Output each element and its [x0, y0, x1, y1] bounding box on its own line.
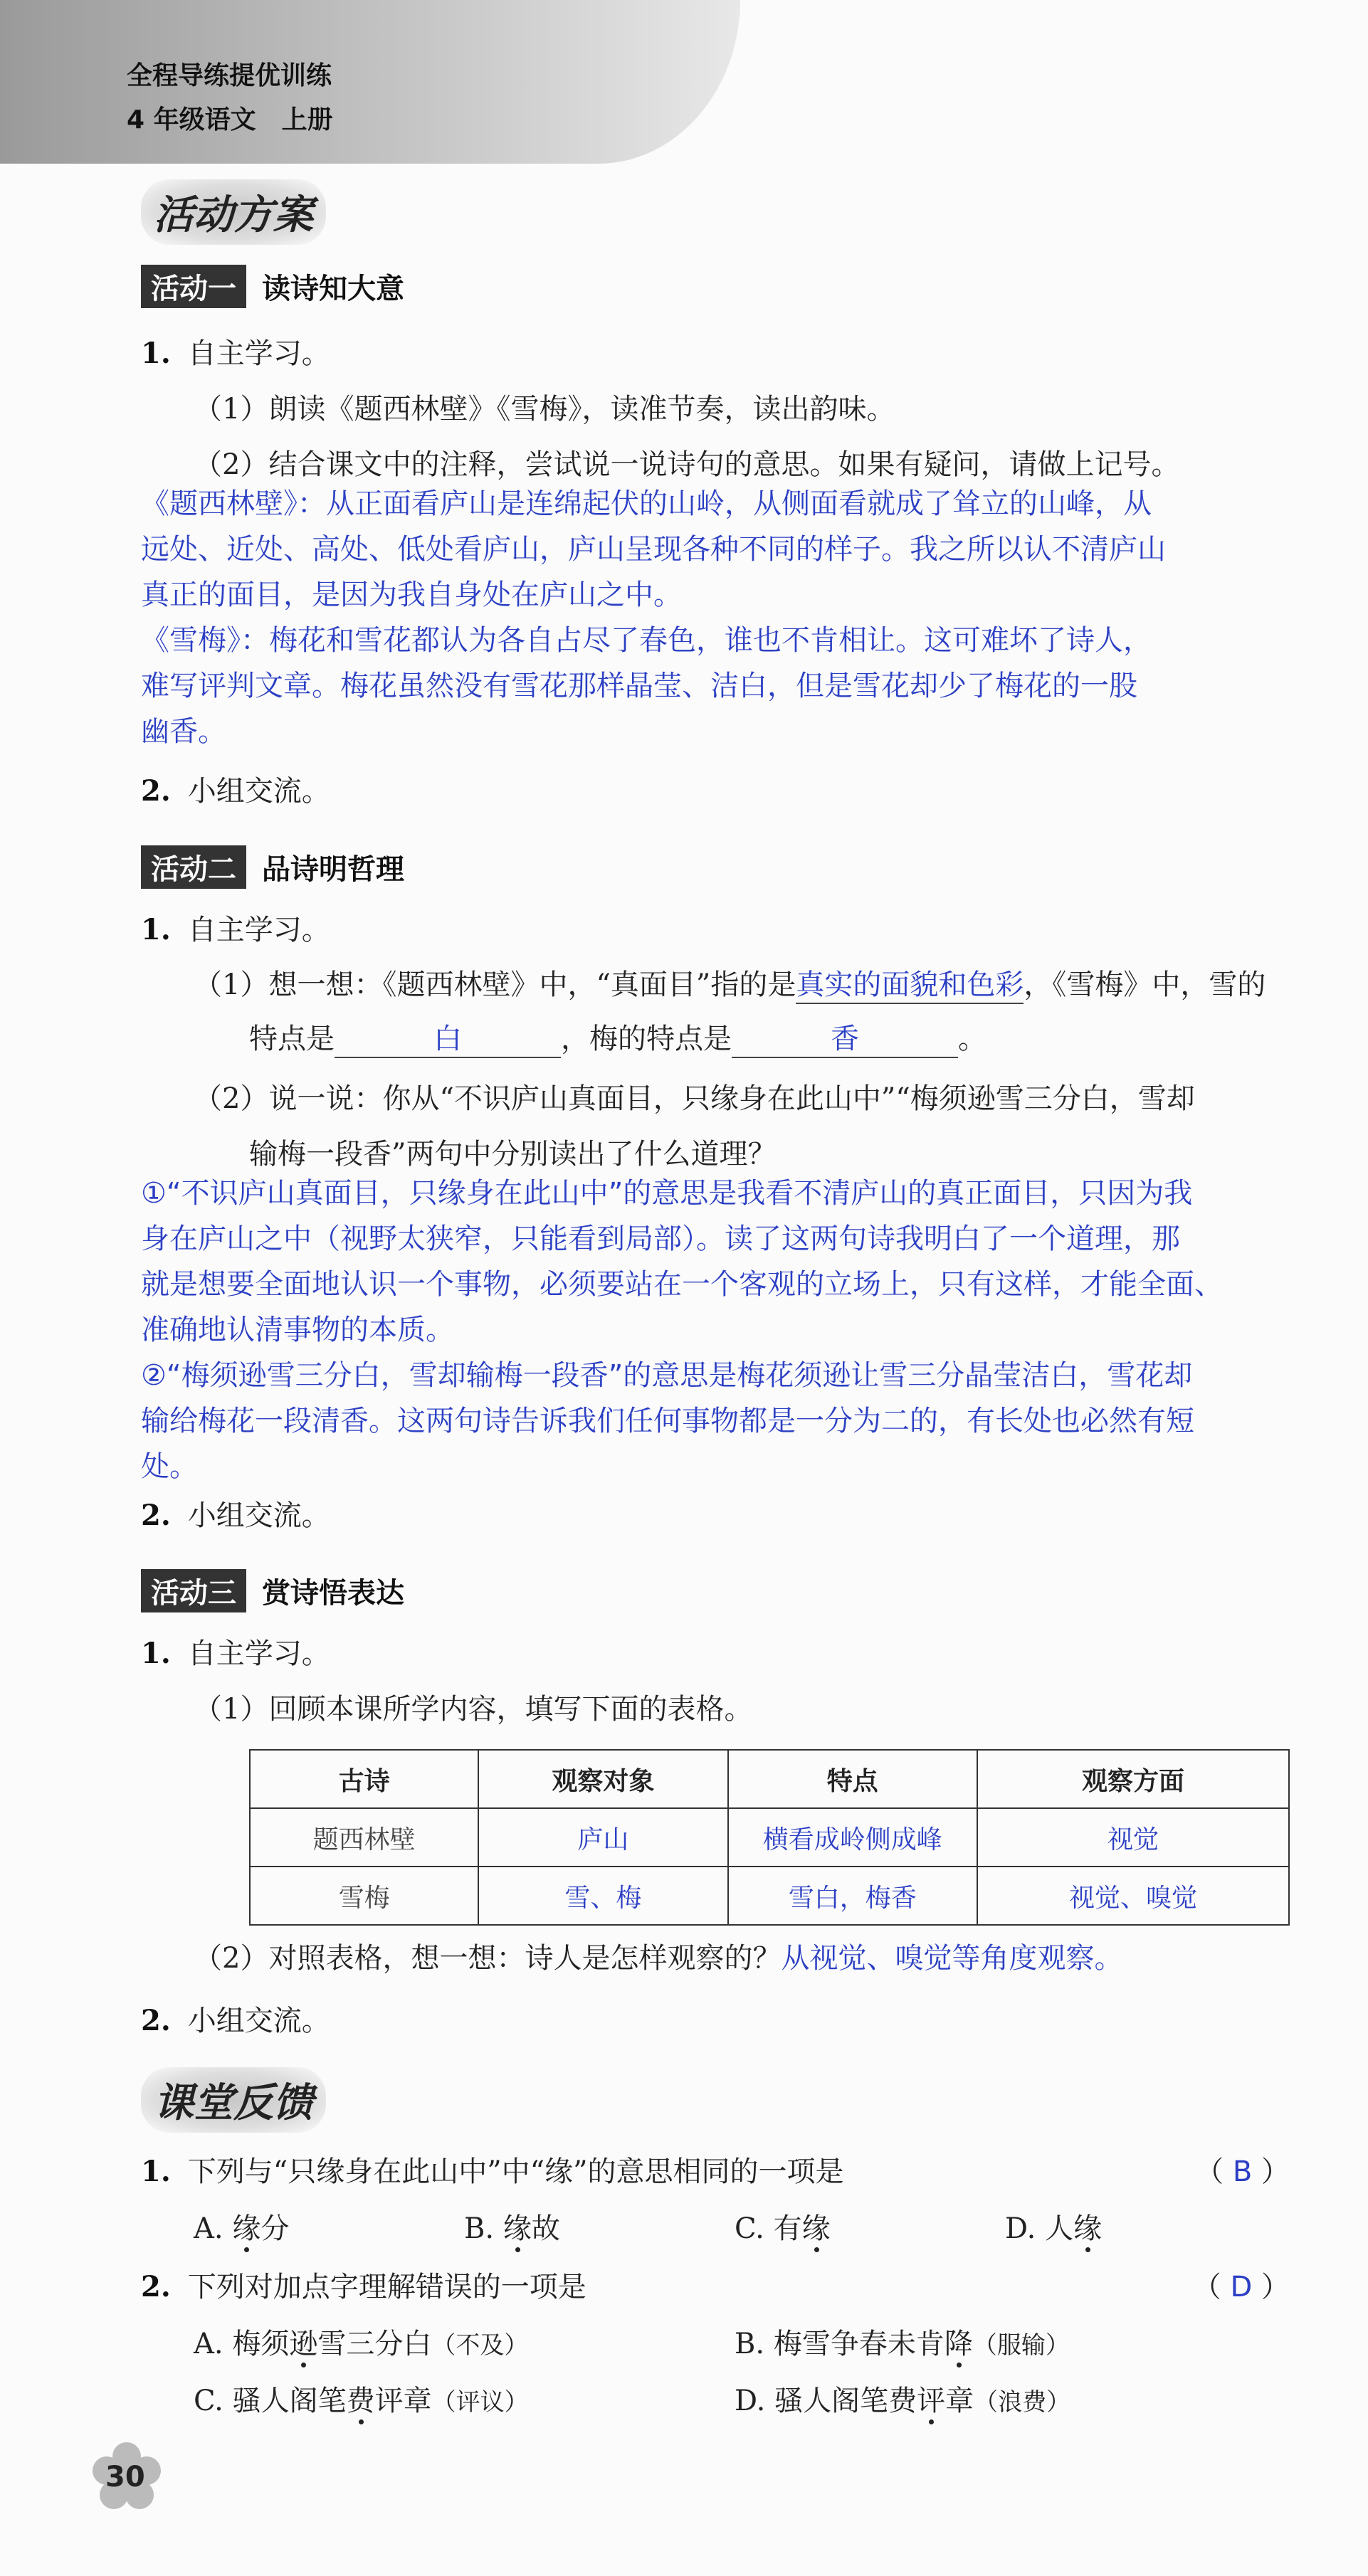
gloss: （不及） — [431, 2331, 529, 2360]
option-c — [194, 2378, 529, 2419]
emphasis-char: 缘 — [801, 2212, 831, 2245]
activity-2-sub1-line2 — [249, 1016, 986, 1058]
activity-3-q2 — [141, 1998, 330, 2039]
answer-blank-snow-trait: 白 — [335, 1016, 561, 1058]
answer-choice: B — [1232, 2155, 1253, 2188]
answer-line: 处。 — [141, 1450, 198, 1483]
table-cell: 庐山 — [478, 1808, 727, 1867]
activity-1-q1 — [141, 331, 330, 371]
answer-line: 幽香。 — [141, 715, 226, 748]
option-d — [735, 2378, 1070, 2419]
activity-1-q2 — [141, 769, 330, 809]
text: A. — [194, 2212, 233, 2245]
activity-3-title: 赏诗悟表达 — [262, 1577, 404, 1610]
table-header: 观察方面 — [977, 1750, 1289, 1808]
text: 章 — [945, 2385, 974, 2417]
text: 梅雪争春未肯 — [773, 2328, 945, 2360]
emphasis-char: 缘 — [232, 2212, 261, 2245]
table-row — [250, 1808, 1289, 1867]
text: B. — [735, 2328, 774, 2360]
answer-text: 从视觉、嗅觉等角度观察。 — [781, 1942, 1123, 1975]
activity-2-sub1-line1 — [194, 962, 1266, 1004]
activity-3-heading — [141, 1569, 404, 1612]
emphasis-char: 降 — [944, 2328, 973, 2360]
text: 骚人阁笔费 — [774, 2385, 917, 2417]
q-number: 2. — [141, 774, 171, 808]
table-cell: 视觉 — [977, 1808, 1289, 1867]
activity-2-q1 — [141, 907, 330, 948]
emphasis-char: 缘 — [1073, 2212, 1103, 2245]
activity-2-q2 — [141, 1493, 330, 1534]
table-header: 古诗 — [250, 1750, 478, 1808]
page-number: 30 — [105, 2461, 145, 2493]
q-number: 2. — [141, 2004, 171, 2037]
answer-line: 准确地认清事物的本质。 — [141, 1314, 454, 1346]
emphasis-char: 费 — [346, 2385, 375, 2417]
activity-1-answer — [141, 481, 1166, 754]
option-d — [1005, 2206, 1102, 2247]
activity-1-heading — [141, 265, 404, 308]
answer-line: 难写评判文章。梅花虽然没有雪花那样晶莹、洁白，但是雪花却少了梅花的一股 — [141, 670, 1137, 702]
text: A. — [194, 2328, 233, 2360]
answer-line: 远处、近处、高处、低处看庐山，庐山呈现各种不同的样子。我之所以认不清庐山 — [141, 533, 1166, 566]
answer-blank-plum-trait: 香 — [732, 1016, 958, 1058]
text: 。 — [958, 1023, 986, 1055]
option-b — [735, 2321, 1070, 2362]
answer-line: ②“梅须逊雪三分白，雪却输梅一段香”的意思是梅花须逊让雪三分晶莹洁白，雪花却 — [141, 1359, 1193, 1392]
q-text: 下列对加点字理解错误的一项是 — [187, 2271, 586, 2303]
gloss: （评议） — [431, 2388, 529, 2417]
table-header-row — [250, 1750, 1289, 1808]
activity-3-q1 — [141, 1631, 330, 1672]
text: C. — [735, 2212, 774, 2245]
feedback-q2 — [141, 2264, 1290, 2305]
activity-3-tag: 活动三 — [141, 1569, 246, 1612]
header-band — [0, 0, 740, 164]
table-cell: 横看成岭侧成峰 — [728, 1808, 977, 1867]
q-text: 自主学习。 — [187, 337, 330, 370]
series-title: 全程导练提优训练 — [127, 61, 332, 90]
answer-choice: D — [1230, 2271, 1253, 2303]
answer-line: 《题西林壁》：从正面看庐山是连绵起伏的山岭，从侧面看就成了耸立的山峰，从 — [141, 487, 1152, 520]
text: 梅须 — [232, 2328, 290, 2360]
option-c — [735, 2206, 831, 2247]
text: ，《雪梅》中，雪的 — [1024, 968, 1266, 1001]
option-b — [464, 2206, 560, 2247]
option-a — [194, 2321, 528, 2362]
text: （2）对照表格，想一想：诗人是怎样观察的？ — [194, 1942, 782, 1975]
section-banner-activity-plan: 活动方案 — [141, 179, 326, 245]
q-text: 小组交流。 — [187, 2005, 330, 2037]
q-number: 1. — [141, 913, 171, 946]
q-number: 2. — [141, 2270, 171, 2303]
activity-2-title: 品诗明哲理 — [262, 853, 404, 886]
activity-1-sub2: （2）结合课文中的注释，尝试说一说诗句的意思。如果有疑问，请做上记号。 — [194, 448, 1180, 481]
activity-2-sub2-line2: 输梅一段香”两句中分别读出了什么道理？ — [249, 1138, 777, 1171]
answer-paren: （ B ） — [1195, 2155, 1290, 2188]
activity-2-answer — [141, 1171, 1223, 1489]
activity-1-tag: 活动一 — [141, 265, 246, 308]
text: D. — [1005, 2212, 1046, 2245]
activity-3-sub1: （1）回顾本课所学内容，填写下面的表格。 — [194, 1693, 753, 1726]
text: （1）想一想：《题西林壁》中，“真面目”指的是 — [194, 968, 796, 1001]
text: 分 — [261, 2212, 290, 2245]
answer-line: 身在庐山之中（视野太狭窄，只能看到局部）。读了这两句诗我明白了一个道理，那 — [141, 1223, 1180, 1255]
text: 骚人阁笔 — [232, 2385, 347, 2417]
feedback-q2-options — [194, 2321, 1290, 2435]
text: 有 — [773, 2212, 802, 2245]
observation-table — [249, 1749, 1290, 1926]
text: ，梅的特点是 — [561, 1023, 732, 1055]
q-text: 下列与“只缘身在此山中”中“缘”的意思相同的一项是 — [187, 2155, 844, 2188]
answer-line: 就是想要全面地认识一个事物，必须要站在一个客观的立场上，只有这样，才能全面、 — [141, 1268, 1223, 1301]
text: 评章 — [374, 2385, 432, 2417]
activity-2-tag: 活动二 — [141, 845, 246, 889]
answer-line: 《雪梅》：梅花和雪花都认为各自占尽了春色，谁也不肯相让。这可难坏了诗人， — [141, 624, 1152, 657]
text: 特点是 — [249, 1023, 335, 1055]
gloss: （浪费） — [974, 2388, 1071, 2417]
table-header: 特点 — [728, 1750, 977, 1808]
q-text: 小组交流。 — [187, 775, 330, 808]
q-text: 自主学习。 — [187, 1637, 330, 1670]
activity-1-sub1: （1）朗读《题西林壁》《雪梅》，读准节奏，读出韵味。 — [194, 393, 895, 426]
text: C. — [194, 2385, 233, 2417]
table-row — [250, 1867, 1289, 1925]
table-cell: 雪梅 — [250, 1867, 478, 1925]
answer-line: 真正的面目，是因为我自身处在庐山之中。 — [141, 579, 682, 611]
emphasis-char: 评 — [917, 2385, 946, 2417]
text: 人 — [1045, 2212, 1074, 2245]
emphasis-char: 逊 — [289, 2328, 318, 2360]
q-number: 2. — [141, 1499, 171, 1532]
q-number: 1. — [141, 337, 171, 370]
grade-title: 4 年级语文 上册 — [127, 105, 333, 134]
table-cell: 雪白，梅香 — [728, 1867, 977, 1925]
table-cell: 题西林壁 — [250, 1808, 478, 1867]
table-cell: 雪、梅 — [478, 1867, 727, 1925]
q-number: 1. — [141, 2155, 171, 2188]
section-banner-feedback: 课堂反馈 — [141, 2067, 326, 2133]
q-text: 小组交流。 — [187, 1499, 330, 1532]
activity-2-sub2-line1: （2）说一说：你从“不识庐山真面目，只缘身在此山中”“梅须逊雪三分白，雪却 — [194, 1082, 1195, 1115]
text: D. — [735, 2385, 775, 2417]
answer-line: 输给梅花一段清香。这两句诗告诉我们任何事物都是一分为二的，有长处也必然有短 — [141, 1405, 1194, 1437]
table-cell: 视觉、嗅觉 — [977, 1867, 1289, 1925]
activity-2-heading — [141, 845, 404, 889]
activity-3-sub2 — [194, 1936, 1122, 1976]
text: 雪三分白 — [317, 2328, 432, 2360]
q-text: 自主学习。 — [187, 914, 330, 946]
gloss: （服输） — [972, 2331, 1070, 2360]
answer-line: ①“不识庐山真面目，只缘身在此山中”的意思是我看不清庐山的真正面目，只因为我 — [141, 1177, 1193, 1210]
answer-paren: （ D ） — [1192, 2271, 1290, 2303]
text: B. — [464, 2212, 503, 2245]
q-number: 1. — [141, 1637, 171, 1670]
feedback-q1 — [141, 2149, 1290, 2190]
activity-1-title: 读诗知大意 — [262, 273, 404, 305]
table-header: 观察对象 — [478, 1750, 727, 1808]
answer-blank-true-face: 真实的面貌和色彩 — [796, 962, 1024, 1004]
text: 故 — [531, 2212, 560, 2245]
emphasis-char: 缘 — [503, 2212, 532, 2245]
option-a — [194, 2206, 289, 2247]
